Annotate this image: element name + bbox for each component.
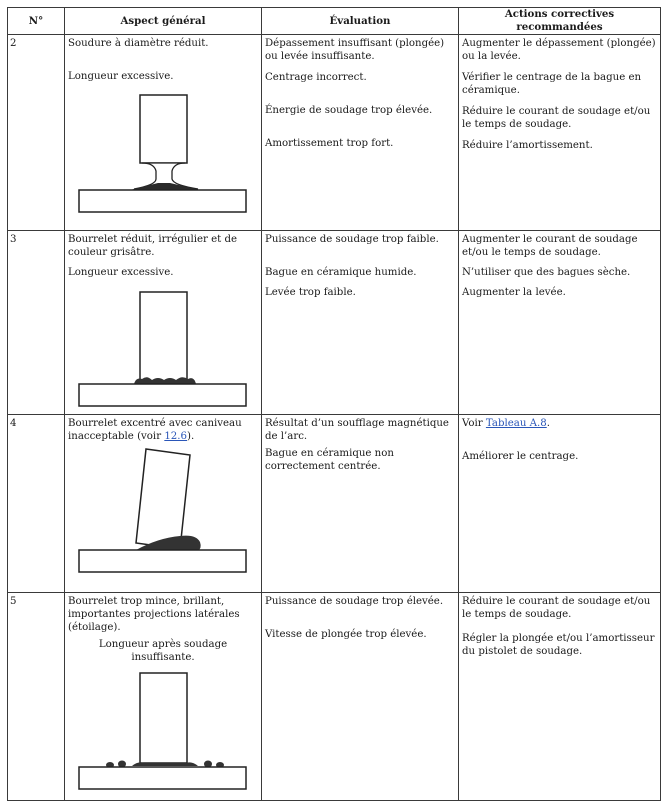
table-row [8,415,661,593]
base-plate [79,550,246,572]
stud-tilted [136,449,190,549]
evaluation-cell [262,231,459,415]
action-text: Voir Tableau A.8. [462,418,551,429]
stud [140,673,187,763]
actions-cell [459,35,661,231]
aspect-text: Soudure à diamètre réduit. [68,38,209,49]
header-actions: Actions correctives recommandées [459,8,661,35]
evaluation-text: Bague en céramique humide. [265,267,417,278]
header-num: N° [8,8,65,35]
evaluation-text: Résultat d’un soufflage magnétique de l’arc. [265,418,449,442]
weld-fillet [130,183,200,190]
action-text: Réduire le courant de soudage et/ou le temps de soudage. [462,596,651,620]
evaluation-cell [262,35,459,231]
aspect-text: Bourrelet réduit, irrégulier et de couleur grisâtre. [68,234,238,258]
aspect-text: Bourrelet excentré avec caniveau inacceptable (voir 12.6). [68,418,242,442]
aspect-text: Bourrelet trop mince, brillant, importantes projections latérales (étoilage). [68,596,240,633]
evaluation-text: Dépassement insuffisant (plongée) ou levée insuffisante. [265,38,445,62]
evaluation-text: Puissance de soudage trop élevée. [265,596,444,607]
base-plate [79,767,246,789]
action-text: Augmenter la levée. [462,287,566,298]
action-text: Réduire le courant de soudage et/ou le temps de soudage. [462,106,651,130]
row-number: 4 [8,415,65,593]
evaluation-text: Vitesse de plongée trop élevée. [265,629,427,640]
evaluation-text: Centrage incorrect. [265,72,367,83]
action-text: N’utiliser que des bagues sèche. [462,267,631,278]
evaluation-cell [262,593,459,801]
stud [140,292,187,382]
aspect-cell [65,593,262,801]
aspect-cell [65,231,262,415]
base-plate [79,190,246,212]
evaluation-text: Bague en céramique non correctement centrée. [265,448,394,472]
action-text: Vérifier le centrage de la bague en céramique. [462,72,642,96]
weld-diagram-reduced-bead [68,287,258,412]
row-number: 2 [8,35,65,231]
action-text: Réduire l’amortissement. [462,140,593,151]
weld-diagram-thin-bead [68,670,258,798]
aspect-text: Longueur excessive. [68,71,174,82]
row-number: 3 [8,231,65,415]
aspect-text: Longueur après soudage insuffisante. [98,639,228,663]
action-text: Améliorer le centrage. [462,451,579,462]
table-row [8,35,661,231]
aspect-cell [65,415,262,593]
actions-cell [459,231,661,415]
header-evaluation: Évaluation [262,8,459,35]
header-aspect: Aspect général [65,8,262,35]
evaluation-text: Énergie de soudage trop élevée. [265,105,433,116]
table-row [8,231,661,415]
row-number: 5 [8,593,65,801]
table-row [8,593,661,801]
action-text: Régler la plongée et/ou l’amortisseur du pistolet de soudage. [462,633,655,657]
evaluation-text: Amortissement trop fort. [265,138,394,149]
defects-table [7,7,661,801]
aspect-text: Longueur excessive. [68,267,174,278]
base-plate [79,384,246,406]
link-tableau-a8[interactable]: Tableau A.8 [485,418,547,429]
stud [140,95,187,163]
evaluation-text: Levée trop faible. [265,287,356,298]
action-text: Augmenter le courant de soudage et/ou le temps de soudage. [462,234,638,258]
action-text: Augmenter le dépassement (plongée) ou la levée. [462,38,656,62]
evaluation-text: Puissance de soudage trop faible. [265,234,439,245]
actions-cell [459,593,661,801]
actions-cell [459,415,661,593]
table-header-row [8,8,661,35]
weld-diagram-off-center-bead [68,446,258,576]
weld-diagram-reduced-diameter [68,93,258,218]
evaluation-cell [262,415,459,593]
link-12-6[interactable]: 12.6 [164,431,187,442]
aspect-cell [65,35,262,231]
